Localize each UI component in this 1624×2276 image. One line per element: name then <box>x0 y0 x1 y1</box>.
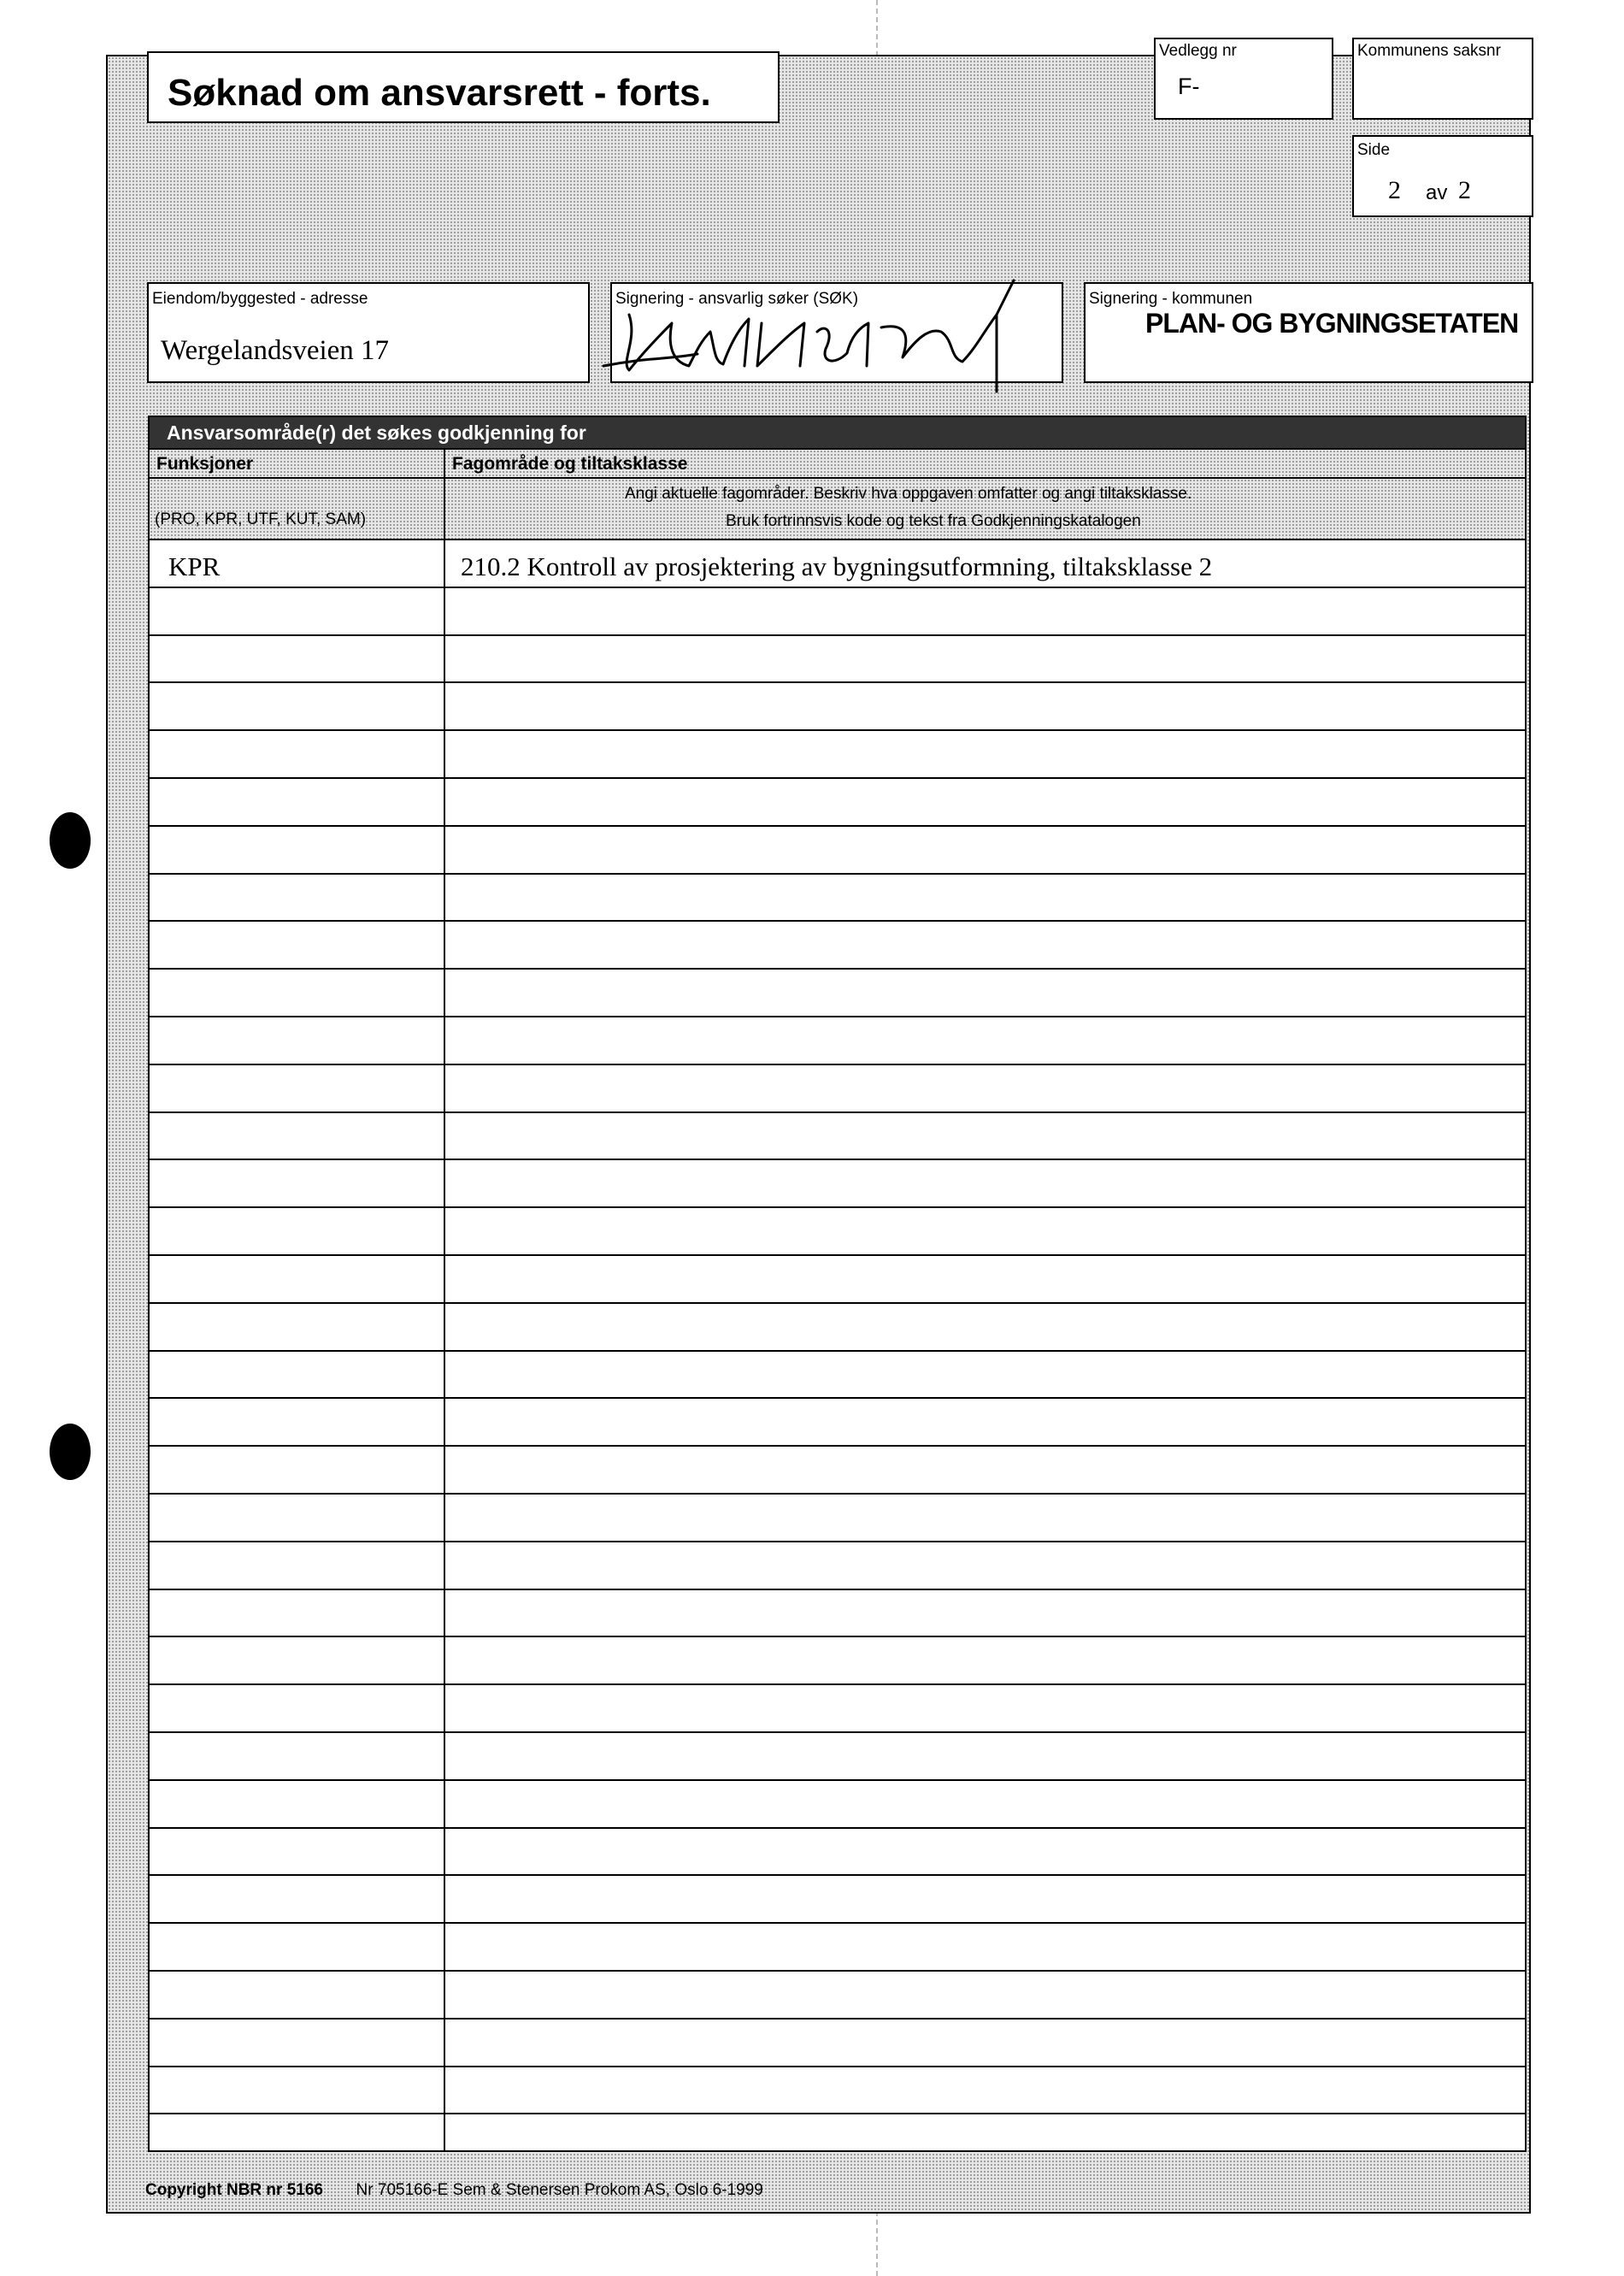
table-row <box>150 1352 1525 1400</box>
col-area-header: Fagområde og tiltaksklasse <box>452 454 688 474</box>
table-row <box>150 1065 1525 1113</box>
saksnr-box[interactable] <box>1352 38 1533 120</box>
applicant-signature-box[interactable] <box>610 282 1063 383</box>
applicant-signature <box>595 280 1039 383</box>
applicant-signature-label: Signering - ansvarlig søker (SØK) <box>615 290 859 308</box>
table-row <box>150 1781 1525 1829</box>
col-area-hint-line1: Angi aktuelle fagområder. Beskriv hva oppgaven omfatter og angi tiltaksklasse. <box>625 485 1192 503</box>
address-value: Wergelandsveien 17 <box>161 335 390 366</box>
table-row <box>150 1733 1525 1781</box>
vedlegg-value: F- <box>1178 74 1200 99</box>
table-hint-row <box>150 477 1525 539</box>
table-row <box>150 1876 1525 1924</box>
table-row <box>150 1160 1525 1208</box>
table-row <box>150 1399 1525 1447</box>
table-row <box>150 1590 1525 1638</box>
table-row <box>150 875 1525 923</box>
table-row <box>150 2067 1525 2115</box>
application-form <box>106 42 1531 2214</box>
table-row <box>150 1685 1525 1733</box>
side-av: av <box>1426 181 1448 204</box>
municipality-signature-label: Signering - kommunen <box>1089 290 1253 308</box>
table-row <box>150 2020 1525 2067</box>
address-box[interactable] <box>147 282 590 383</box>
table-row <box>150 970 1525 1017</box>
table-body <box>150 539 1525 2150</box>
vedlegg-box[interactable] <box>1154 38 1333 120</box>
municipality-signature-box[interactable] <box>1084 282 1533 383</box>
table-row <box>150 1495 1525 1542</box>
table-row <box>150 1113 1525 1161</box>
responsibility-table <box>148 416 1527 2152</box>
table-row <box>150 1637 1525 1685</box>
col-functions-header: Funksjoner <box>156 454 254 474</box>
address-label: Eiendom/byggested - adresse <box>152 290 368 308</box>
form-title-box <box>147 51 780 123</box>
table-row <box>150 683 1525 731</box>
side-label: Side <box>1357 141 1391 159</box>
table-section-title: Ansvarsområde(r) det søkes godkjenning for <box>150 417 1525 448</box>
form-title: Søknad om ansvarsrett - forts. <box>168 72 711 114</box>
side-box <box>1352 135 1533 217</box>
table-row <box>150 827 1525 875</box>
table-row <box>150 636 1525 684</box>
table-row <box>150 779 1525 827</box>
col-functions-hint: (PRO, KPR, UTF, KUT, SAM) <box>155 510 367 528</box>
side-total: 2 <box>1458 176 1471 204</box>
table-row <box>150 1829 1525 1877</box>
table-row <box>150 588 1525 636</box>
side-current: 2 <box>1388 176 1401 204</box>
table-row <box>150 1017 1525 1065</box>
table-header-row <box>150 448 1525 477</box>
saksnr-label: Kommunens saksnr <box>1357 42 1501 60</box>
form-footer <box>145 2181 763 2200</box>
table-row <box>150 1924 1525 1972</box>
table-row <box>150 1208 1525 1256</box>
table-row <box>150 1304 1525 1352</box>
table-row <box>150 1256 1525 1304</box>
col-area-hint-line2: Bruk fortrinnsvis kode og tekst fra Godkjenningskatalogen <box>726 512 1141 530</box>
table-row <box>150 922 1525 970</box>
table-row <box>150 1447 1525 1495</box>
vedlegg-label: Vedlegg nr <box>1159 42 1237 60</box>
footer-copyright: Copyright NBR nr 5166 <box>145 2181 323 2199</box>
table-row <box>150 731 1525 779</box>
table-row <box>150 540 1525 588</box>
punch-hole-bottom <box>50 1424 91 1480</box>
punch-hole-top <box>50 812 91 869</box>
table-row <box>150 1542 1525 1590</box>
table-row <box>150 1972 1525 2020</box>
municipality-stamp: PLAN- OG BYGNINGSETATEN <box>1145 308 1519 339</box>
footer-print-info: Nr 705166-E Sem & Stenersen Prokom AS, Oslo 6-1999 <box>356 2181 763 2199</box>
row-function-cell[interactable]: KPR <box>168 551 221 581</box>
row-area-cell[interactable]: 210.2 Kontroll av prosjektering av bygningsutformning, tiltaksklasse 2 <box>461 551 1213 581</box>
